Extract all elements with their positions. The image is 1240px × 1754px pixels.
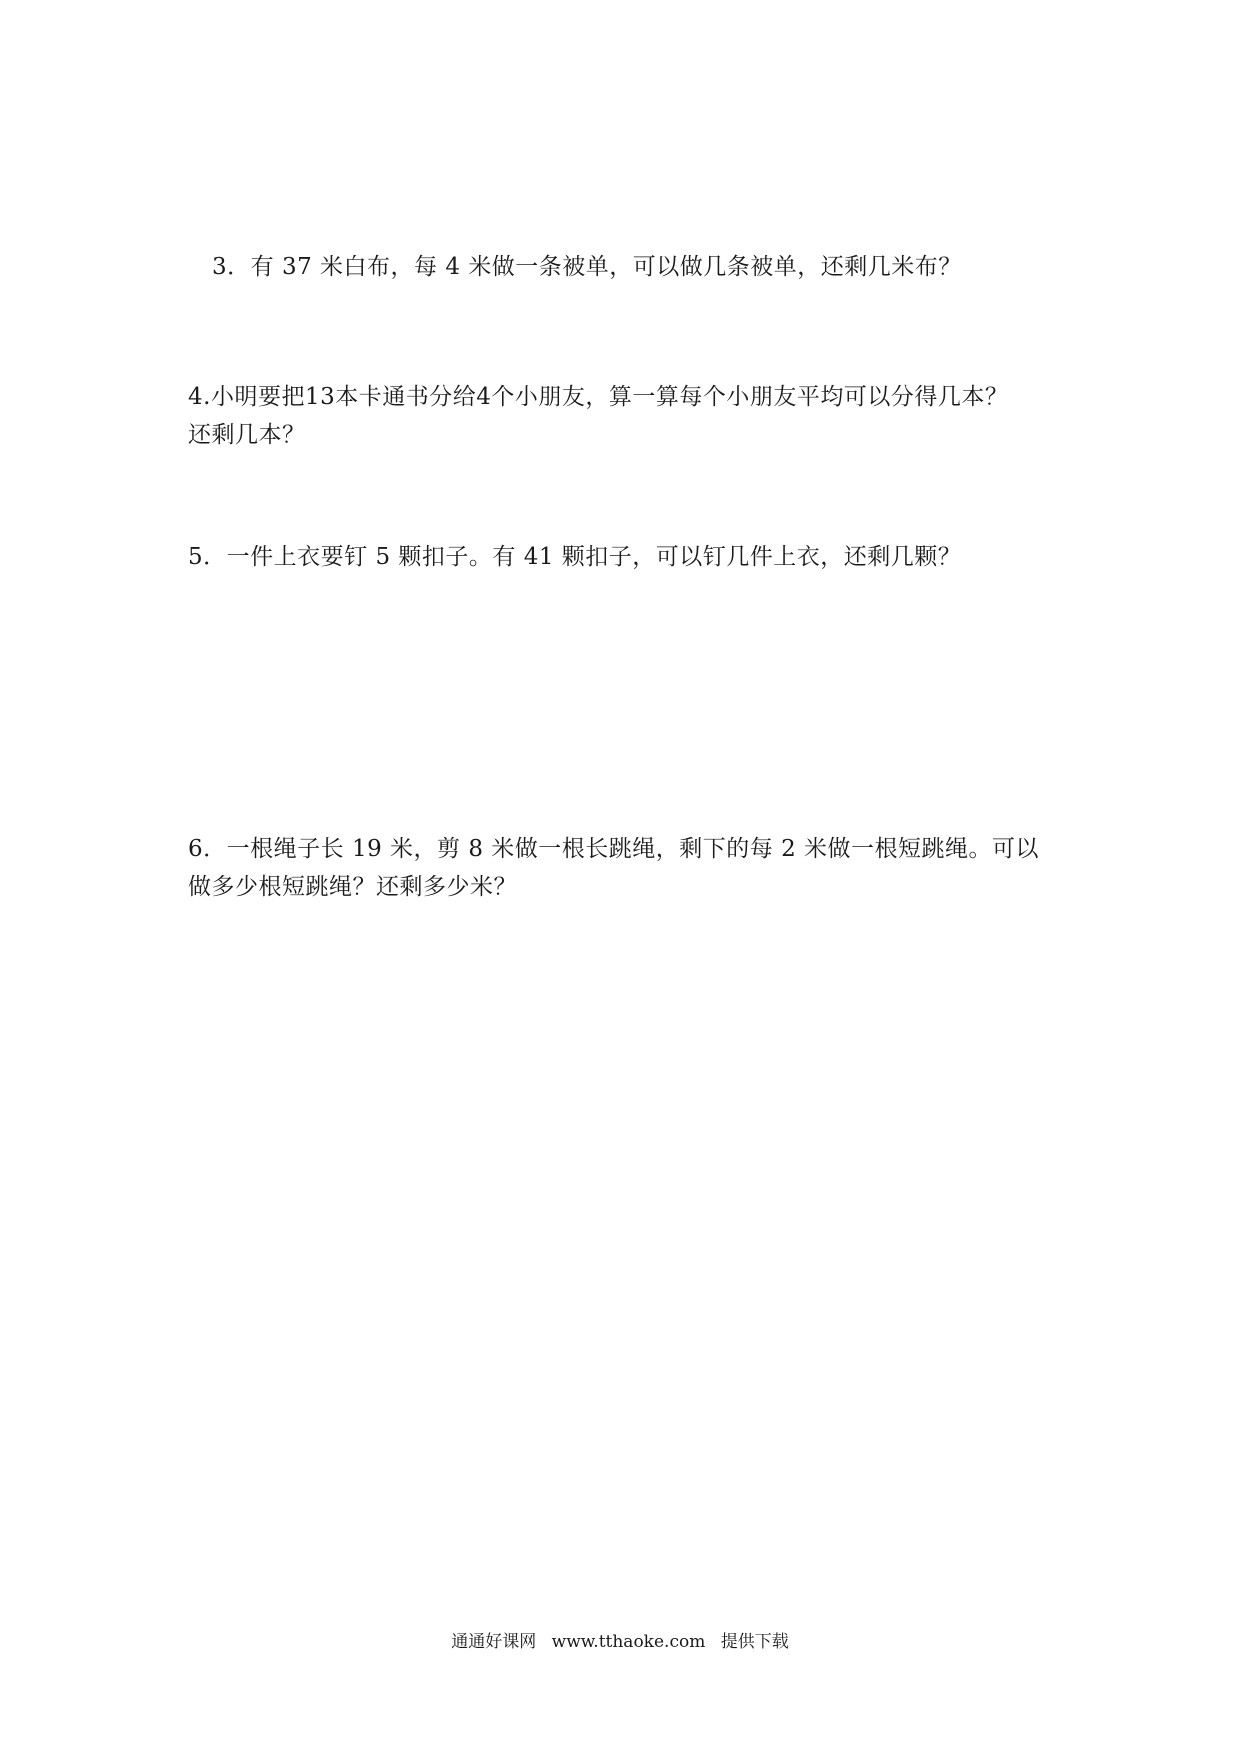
- question-5-line-1: 5．一件上衣要钉 5 颗扣子。有 41 颗扣子，可以钉几件上衣，还剩几颗？: [188, 544, 962, 570]
- question-4-line-2: 还剩几本？: [188, 422, 306, 448]
- question-5: [188, 538, 1068, 576]
- question-6: [188, 830, 1068, 906]
- question-4: [188, 378, 1068, 454]
- question-3-line-1: 3．有 37 米白布，每 4 米做一条被单，可以做几条被单，还剩几米布？: [212, 254, 962, 280]
- footer-url: www.tthaoke.com: [551, 1632, 706, 1652]
- page-footer: [0, 1630, 1240, 1654]
- question-6-line-1: 6．一根绳子长 19 米，剪 8 米做一根长跳绳，剩下的每 2 米做一根短跳绳。可以: [188, 836, 1040, 862]
- question-4-line-1: 4.小明要把13本卡通书分给4个小朋友，算一算每个小朋友平均可以分得几本？: [188, 384, 1009, 410]
- footer-suffix: 提供下载: [720, 1632, 789, 1652]
- question-3: [212, 248, 1092, 286]
- footer-site-name: 通通好课网: [451, 1632, 537, 1652]
- question-6-line-2: 做多少根短跳绳？还剩多少米？: [188, 874, 517, 900]
